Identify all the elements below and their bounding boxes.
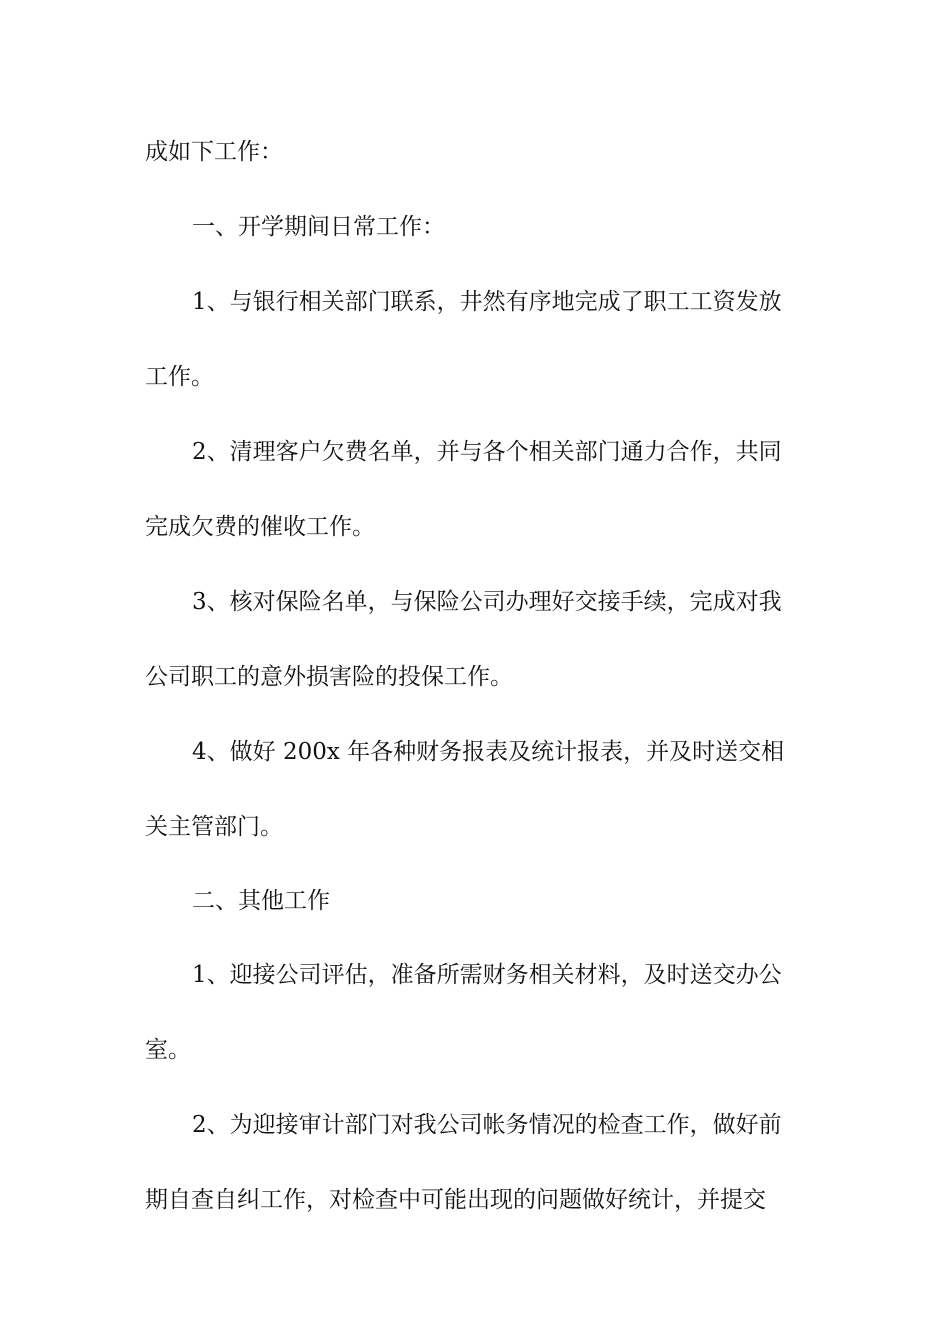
- text-line: 公司职工的意外损害险的投保工作。: [145, 664, 513, 690]
- text-line: 完成欠费的催收工作。: [145, 514, 375, 540]
- text-line: 4、做好 200x 年各种财务报表及统计报表，并及时送交相: [192, 739, 785, 765]
- text-line: 室。: [145, 1037, 191, 1063]
- text-line: 关主管部门。: [145, 814, 283, 840]
- text-line: 3、核对保险名单，与保险公司办理好交接手续，完成对我: [192, 589, 782, 615]
- text-line: 2、清理客户欠费名单，并与各个相关部门通力合作，共同: [192, 439, 782, 465]
- text-line: 期自查自纠工作，对检查中可能出现的问题做好统计，并提交: [145, 1187, 766, 1213]
- text-line: 1、迎接公司评估，准备所需财务相关材料，及时送交办公: [192, 962, 782, 988]
- text-line: 成如下工作：: [145, 139, 283, 165]
- section-heading: 二、其他工作: [192, 888, 330, 914]
- text-line: 1、与银行相关部门联系，井然有序地完成了职工工资发放: [192, 289, 782, 315]
- text-line: 2、为迎接审计部门对我公司帐务情况的检查工作，做好前: [192, 1112, 782, 1138]
- text-line: 工作。: [145, 364, 214, 390]
- section-heading: 一、开学期间日常工作：: [192, 214, 445, 240]
